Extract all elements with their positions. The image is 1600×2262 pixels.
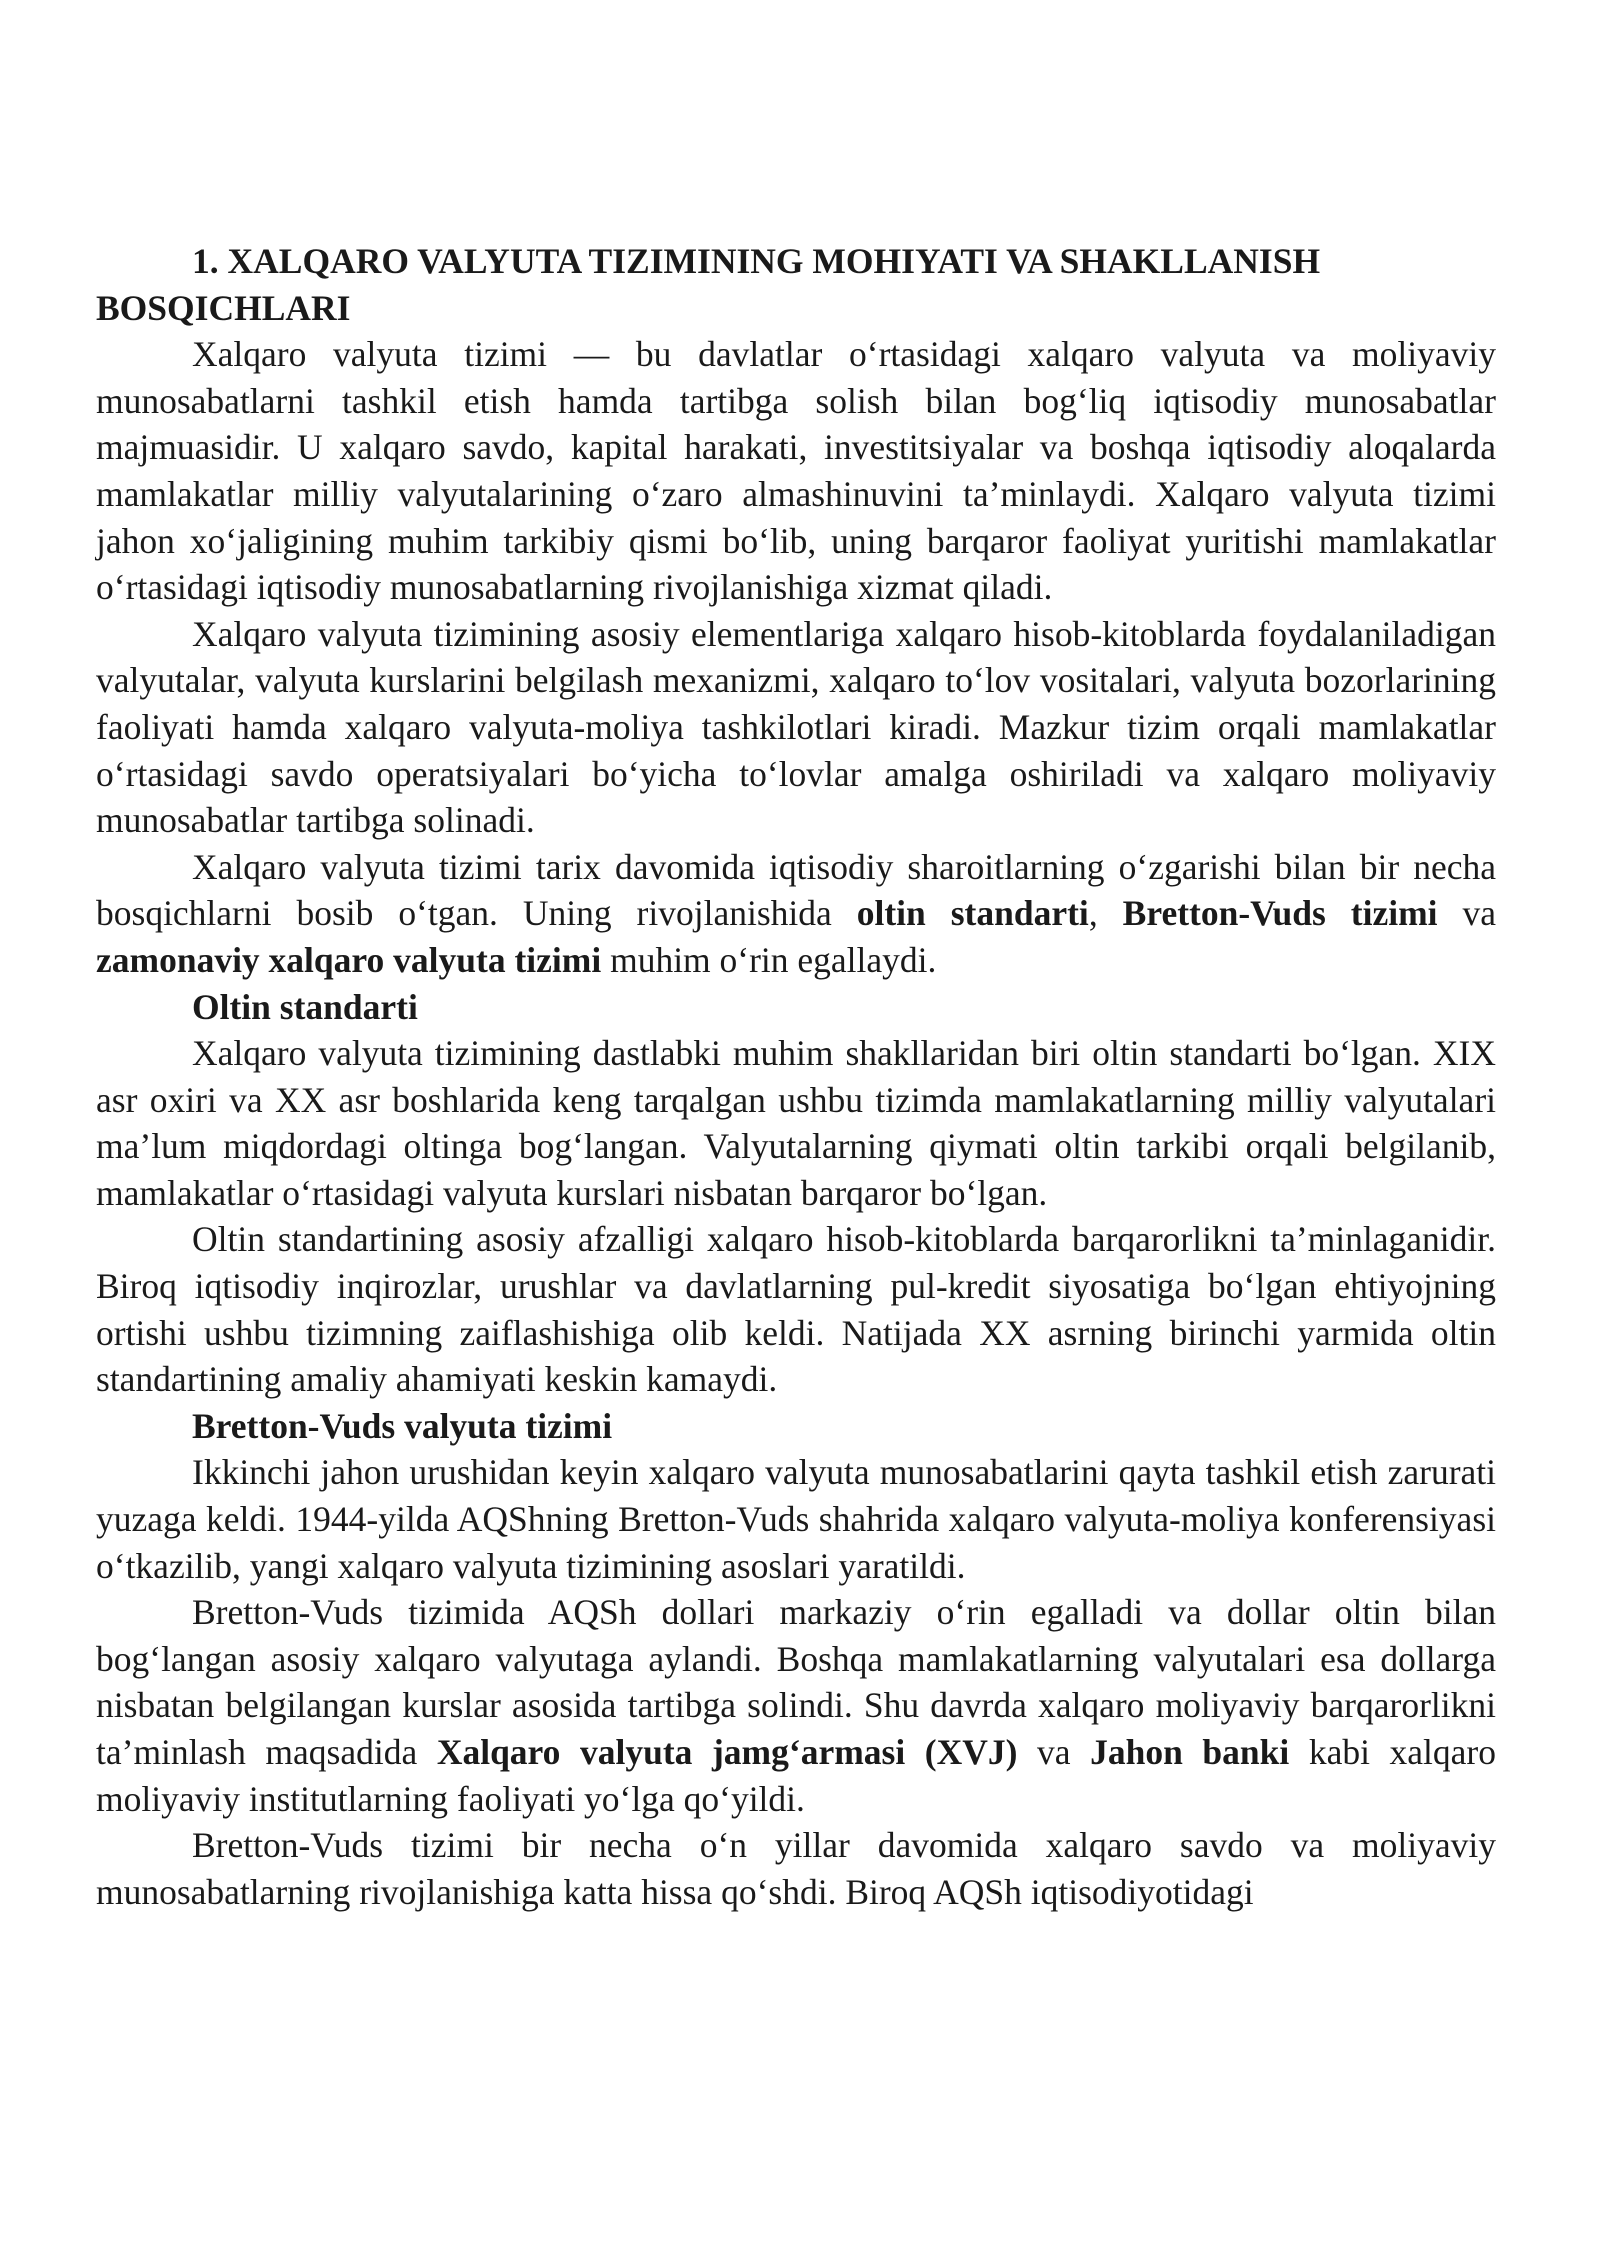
intro-paragraph-2: Xalqaro valyuta tizimining asosiy elementlariga xalqaro hisob-kitoblarda foydalaniladigan valyutalar, valyuta kurslarini belgilash mexanizmi, xalqaro to‘lov vositalari, valyuta bozorlarining faoliyati hamda xalqaro valyuta-moliya tashkilotlari kiradi. Mazkur tizim orqali mamlakatlar o‘rtasidagi savdo operatsiyalari bo‘yicha to‘lovlar amalga oshiriladi va xalqaro moliyaviy munosabatlar tartibga solinadi. (96, 613, 1496, 841)
text-run: Bretton-Vuds tizimida AQSh dollari markaziy o‘rin egalladi va dollar oltin bilan bog‘langan asosiy xalqaro valyutaga aylandi. Boshqa mamlakatlarning valyutalari esa dollarga nisbatan belgilangan kurslar asosida tartibga solindi. Shu davrda xalqaro moliyaviy barqarorlikni ta’minlash maqsadida (96, 1592, 1496, 1772)
bretton-woods-paragraph-1: Ikkinchi jahon urushidan keyin xalqaro valyuta munosabatlarini qayta tashkil etish zarurati yuzaga keldi. 1944-yilda AQShning Bretton-Vuds shahrida xalqaro valyuta-moliya konferensiyasi o‘tkazilib, yangi xalqaro valyuta tizimining asoslari yaratildi. (96, 1452, 1496, 1586)
text-run: va (1017, 1732, 1091, 1772)
bold-term-world-bank: Jahon banki (1090, 1732, 1290, 1772)
gold-standard-paragraph-2: Oltin standartining asosiy afzalligi xalqaro hisob-kitoblarda barqarorlikni ta’minlaganidir. Biroq iqtisodiy inqirozlar, urushlar va davlatlarning pul-kredit siyosatiga bo‘lgan ehtiyojning ortishi ushbu tizimning zaiflashishiga olib keldi. Natijada XX asrning birinchi yarmida oltin standartining amaliy ahamiyati keskin kamaydi. (96, 1219, 1496, 1400)
bold-term-imf: Xalqaro valyuta jamg‘armasi (XVJ) (436, 1732, 1018, 1772)
bretton-woods-paragraph-3: Bretton-Vuds tizimi bir necha o‘n yillar davomida xalqaro savdo va moliyaviy munosabatlarning rivojlanishiga katta hissa qo‘shdi. Biroq AQSh iqtisodiyotidagi (96, 1825, 1496, 1912)
text-run: va (1437, 893, 1497, 934)
bretton-woods-paragraph-2 (96, 1589, 1496, 1822)
bold-term-gold-standard: oltin standarti (856, 893, 1089, 934)
subheading-gold-standard: Oltin standarti (192, 986, 418, 1027)
intro-paragraph-1: Xalqaro valyuta tizimi — bu davlatlar o‘rtasidagi xalqaro valyuta va moliyaviy munosabatlarni tashkil etish hamda tartibga solish bilan bog‘liq iqtisodiy munosabatlar majmuasidir. U xalqaro savdo, kapital harakati, investitsiyalar va boshqa iqtisodiy aloqalarda mamlakatlar milliy valyutalarining o‘zaro almashinuvini ta’minlaydi. Xalqaro valyuta tizimi jahon xo‘jaligining muhim tarkibiy qismi bo‘lib, uning barqaror faoliyat yuritishi mamlakatlar o‘rtasidagi iqtisodiy munosabatlarning rivojlanishiga xizmat qiladi. (96, 334, 1496, 608)
text-run: , (1088, 893, 1123, 934)
document-page (96, 238, 1496, 1915)
gold-standard-paragraph-1: Xalqaro valyuta tizimining dastlabki muhim shakllaridan biri oltin standarti bo‘lgan. XIX asr oxiri va XX asr boshlarida keng tarqalgan ushbu tizimda mamlakatlarning milliy valyutalari ma’lum miqdordagi oltinga bog‘langan. Valyutalarning qiymati oltin tarkibi orqali belgilanib, mamlakatlar o‘rtasidagi valyuta kurslari nisbatan barqaror bo‘lgan. (96, 1033, 1496, 1213)
bold-term-bretton-woods: Bretton-Vuds tizimi (1122, 893, 1438, 934)
text-run: muhim o‘rin egallaydi. (601, 939, 937, 980)
section-title: 1. XALQARO VALYUTA TIZIMINING MOHIYATI VA SHAKLLANISH BOSQICHLARI (96, 241, 1321, 328)
text-run: kabi xalqaro moliyaviy institutlarning faoliyati yo‘lga qo‘yildi. (96, 1732, 1496, 1819)
bold-term-modern-system: zamonaviy xalqaro valyuta tizimi (96, 939, 602, 980)
subheading-bretton-woods: Bretton-Vuds valyuta tizimi (192, 1405, 613, 1446)
text-run: Xalqaro valyuta tizimi tarix davomida iqtisodiy sharoitlarning o‘zgarishi bilan bir necha bosqichlarni bosib o‘tgan. Uning rivojlanishida (96, 846, 1496, 934)
intro-paragraph-3 (96, 844, 1496, 984)
